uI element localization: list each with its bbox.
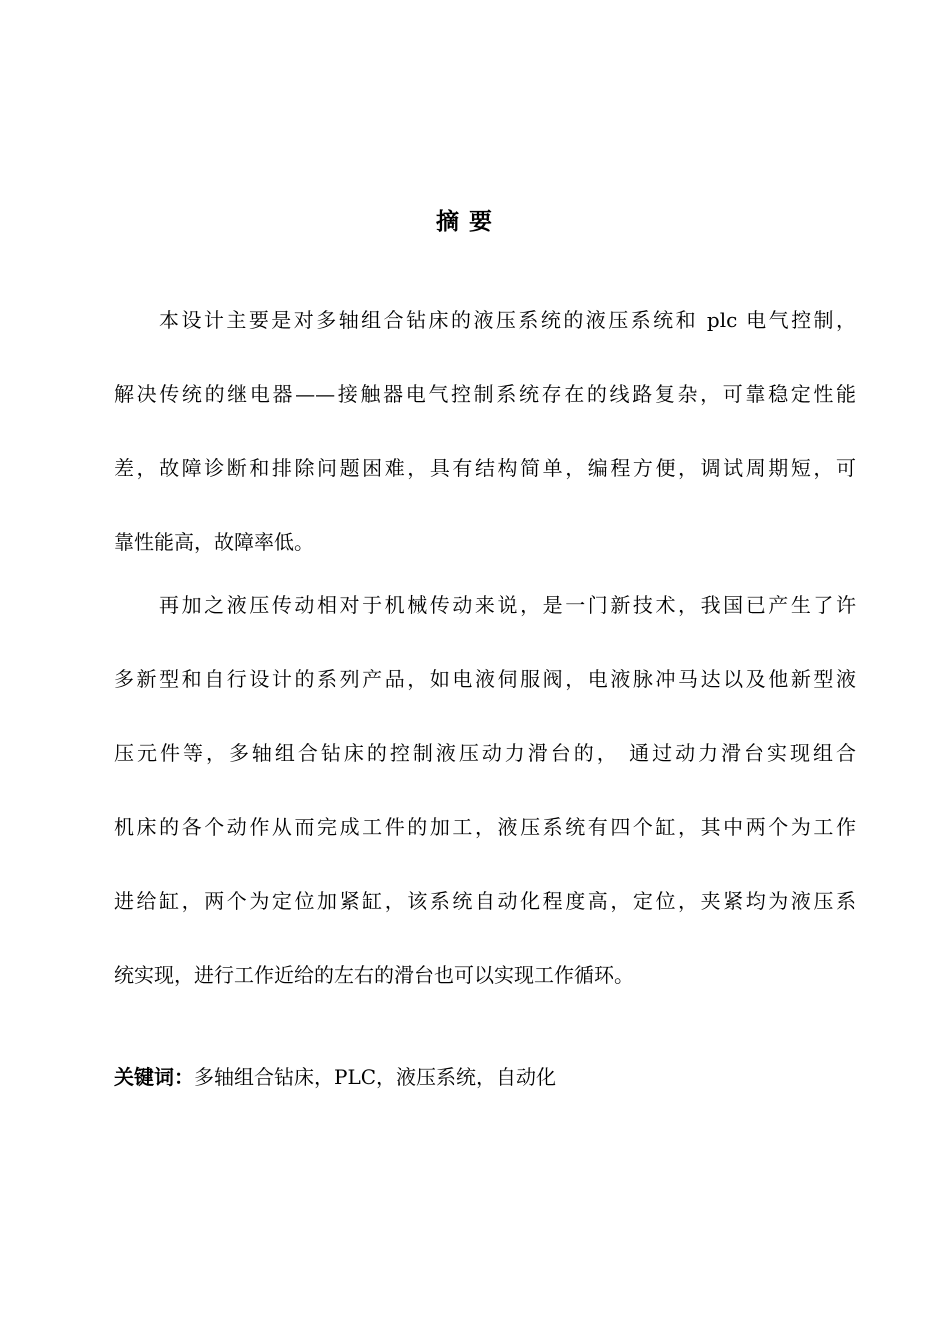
- paragraph-2-line-2: 多新型和自行设计的系列产品，如电液伺服阀，电液脉冲马达以及他新型液: [114, 667, 856, 691]
- title-char-2: 要: [469, 209, 492, 235]
- paragraph-1-line-3: 差，故障诊断和排除问题困难，具有结构简单，编程方便，调试周期短，可: [114, 456, 856, 480]
- paragraph-2-line-6: 统实现，进行工作近给的左右的滑台也可以实现工作循环。: [114, 963, 634, 987]
- paragraph-2-line-5: 进给缸，两个为定位加紧缸，该系统自动化程度高，定位，夹紧均为液压系: [114, 889, 856, 913]
- page-title: [0, 203, 950, 236]
- paragraph-1-line-2: 解决传统的继电器——接触器电气控制系统存在的线路复杂，可靠稳定性能: [114, 382, 856, 406]
- paragraph-1-line-1: 本设计主要是对多轴组合钻床的液压系统的液压系统和 plc 电气控制，: [159, 308, 856, 332]
- paragraph-2-line-1: 再加之液压传动相对于机械传动来说，是一门新技术，我国已产生了许: [159, 593, 856, 617]
- paragraph-2-line-4: 机床的各个动作从而完成工件的加工，液压系统有四个缸，其中两个为工作: [114, 815, 856, 839]
- title-char-1: 摘: [436, 209, 459, 235]
- paragraph-1-line-4: 靠性能高，故障率低。: [114, 530, 314, 554]
- paragraph-2-line-3: 压元件等，多轴组合钻床的控制液压动力滑台的， 通过动力滑台实现组合: [114, 741, 856, 765]
- keywords-label: 关键词：: [114, 1065, 194, 1089]
- keywords-line: [114, 1062, 556, 1092]
- keywords-value: 多轴组合钻床，PLC，液压系统，自动化: [194, 1065, 557, 1089]
